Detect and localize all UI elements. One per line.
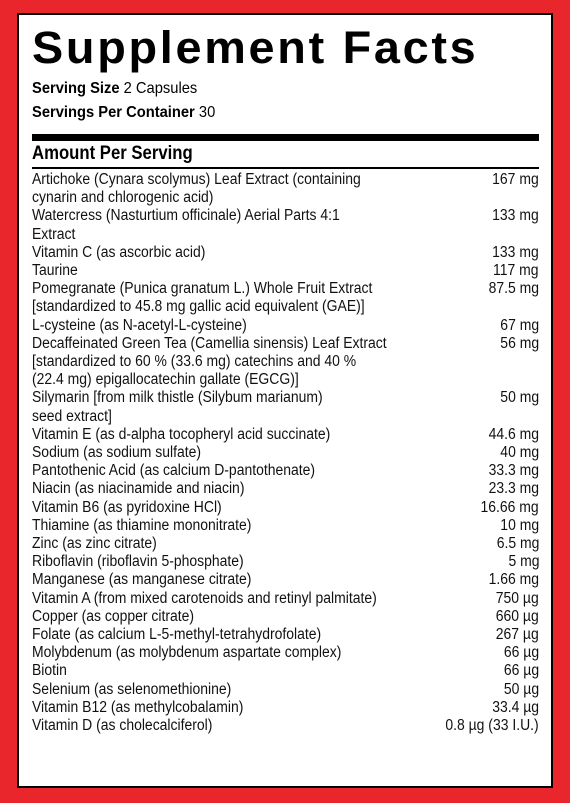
panel-content <box>32 19 539 735</box>
ingredient-amount: 660 µg <box>496 607 539 625</box>
ingredient-name: L-cysteine (as N-acetyl-L-cysteine) <box>32 316 247 334</box>
serving-size-value: 2 Capsules <box>123 80 198 97</box>
ingredient-name: Silymarin [from milk thistle (Silybum marianum) seed extract] <box>32 389 323 425</box>
ingredient-row <box>32 626 539 644</box>
ingredient-amount: 6.5 mg <box>496 535 539 553</box>
ingredient-amount: 50 µg <box>503 680 539 698</box>
serving-size-label: Serving Size <box>32 80 120 97</box>
ingredient-row <box>32 462 539 480</box>
ingredient-name: Folate (as calcium L-5-methyl-tetrahydrofolate) <box>32 626 322 644</box>
ingredient-row <box>32 517 539 535</box>
ingredient-amount: 133 mg <box>492 207 539 225</box>
ingredient-amount: 267 µg <box>496 626 539 644</box>
thin-divider <box>32 167 539 169</box>
ingredient-row <box>32 662 539 680</box>
ingredient-amount: 0.8 µg (33 I.U.) <box>445 717 539 735</box>
ingredient-name: Taurine <box>32 262 78 280</box>
ingredient-amount: 5 mg <box>507 553 539 571</box>
ingredient-name: Selenium (as selenomethionine) <box>32 680 232 698</box>
ingredient-name: Pomegranate (Punica granatum L.) Whole Fruit Extract [standardized to 45.8 mg gallic acid equivalent (GAE)] <box>32 280 373 316</box>
ingredient-amount: 117 mg <box>493 262 539 280</box>
ingredient-name: Vitamin D (as cholecalciferol) <box>32 717 213 735</box>
ingredient-row <box>32 553 539 571</box>
ingredient-name: Zinc (as zinc citrate) <box>32 535 157 553</box>
ingredient-amount: 40 mg <box>500 444 539 462</box>
ingredient-row <box>32 480 539 498</box>
ingredient-amount: 67 mg <box>500 316 539 334</box>
ingredient-name: Thiamine (as thiamine mononitrate) <box>32 516 252 534</box>
servings-per-container-value: 30 <box>198 104 216 121</box>
ingredient-row <box>32 244 539 262</box>
supplement-facts-panel <box>17 13 553 788</box>
ingredient-amount: 66 µg <box>503 662 539 680</box>
ingredient-name: Niacin (as niacinamide and niacin) <box>32 480 245 498</box>
ingredient-row <box>32 335 539 390</box>
ingredient-row <box>32 535 539 553</box>
ingredient-amount: 66 µg <box>503 644 539 662</box>
ingredient-row <box>32 444 539 462</box>
ingredient-row <box>32 171 539 207</box>
ingredient-row <box>32 317 539 335</box>
ingredient-row <box>32 717 539 735</box>
ingredient-amount: 1.66 mg <box>488 571 539 589</box>
ingredient-row <box>32 681 539 699</box>
ingredient-name: Copper (as copper citrate) <box>32 607 195 625</box>
serving-size <box>32 77 498 101</box>
panel-title: Supplement Facts <box>32 22 479 73</box>
ingredient-amount: 44.6 mg <box>488 425 539 443</box>
ingredient-name: Vitamin E (as d-alpha tocopheryl acid succinate) <box>32 425 331 443</box>
ingredient-row <box>32 644 539 662</box>
ingredient-name: Sodium (as sodium sulfate) <box>32 444 202 462</box>
ingredient-amount: 16.66 mg <box>480 498 539 516</box>
ingredient-row <box>32 207 539 243</box>
ingredient-name: Molybdenum (as molybdenum aspartate complex) <box>32 644 342 662</box>
ingredient-amount: 50 mg <box>500 389 539 407</box>
ingredient-row <box>32 280 539 316</box>
ingredient-row <box>32 571 539 589</box>
ingredient-name: Pantothenic Acid (as calcium D-pantothenate) <box>32 462 316 480</box>
ingredient-name: Biotin <box>32 662 67 680</box>
ingredient-row <box>32 389 539 425</box>
ingredient-row <box>32 499 539 517</box>
ingredient-name: Decaffeinated Green Tea (Camellia sinensis) Leaf Extract [standardized to 60 % (33.6 mg) catechins and 40 % (22.4 mg) epigallocatechin gallate (EGCG)] <box>32 334 387 389</box>
ingredient-row <box>32 590 539 608</box>
ingredient-name: Riboflavin (riboflavin 5-phosphate) <box>32 553 244 571</box>
ingredient-amount: 33.4 µg <box>492 698 539 716</box>
ingredient-amount: 133 mg <box>492 243 539 261</box>
ingredient-name: Artichoke (Cynara scolymus) Leaf Extract (containing cynarin and chlorogenic acid) <box>32 171 361 207</box>
ingredient-amount: 87.5 mg <box>488 280 539 298</box>
ingredient-name: Vitamin A (from mixed carotenoids and retinyl palmitate) <box>32 589 377 607</box>
ingredient-row <box>32 699 539 717</box>
ingredient-row <box>32 262 539 280</box>
ingredient-name: Watercress (Nasturtium officinale) Aerial Parts 4:1 Extract <box>32 207 340 243</box>
thick-divider <box>32 134 539 141</box>
ingredient-amount: 10 mg <box>500 516 539 534</box>
ingredient-name: Vitamin B6 (as pyridoxine HCl) <box>32 498 222 516</box>
ingredient-name: Vitamin C (as ascorbic acid) <box>32 243 206 261</box>
amount-per-serving-header: Amount Per Serving <box>32 143 193 164</box>
ingredient-amount: 750 µg <box>496 589 539 607</box>
ingredient-amount: 167 mg <box>492 171 539 188</box>
ingredient-amount: 33.3 mg <box>488 462 539 480</box>
ingredient-row <box>32 426 539 444</box>
ingredient-row <box>32 608 539 626</box>
ingredient-list <box>32 171 539 735</box>
ingredient-name: Vitamin B12 (as methylcobalamin) <box>32 698 244 716</box>
ingredient-name: Manganese (as manganese citrate) <box>32 571 252 589</box>
ingredient-amount: 56 mg <box>500 334 539 352</box>
servings-per-container-label: Servings Per Container <box>32 104 195 121</box>
servings-per-container <box>32 101 498 125</box>
ingredient-amount: 23.3 mg <box>488 480 539 498</box>
